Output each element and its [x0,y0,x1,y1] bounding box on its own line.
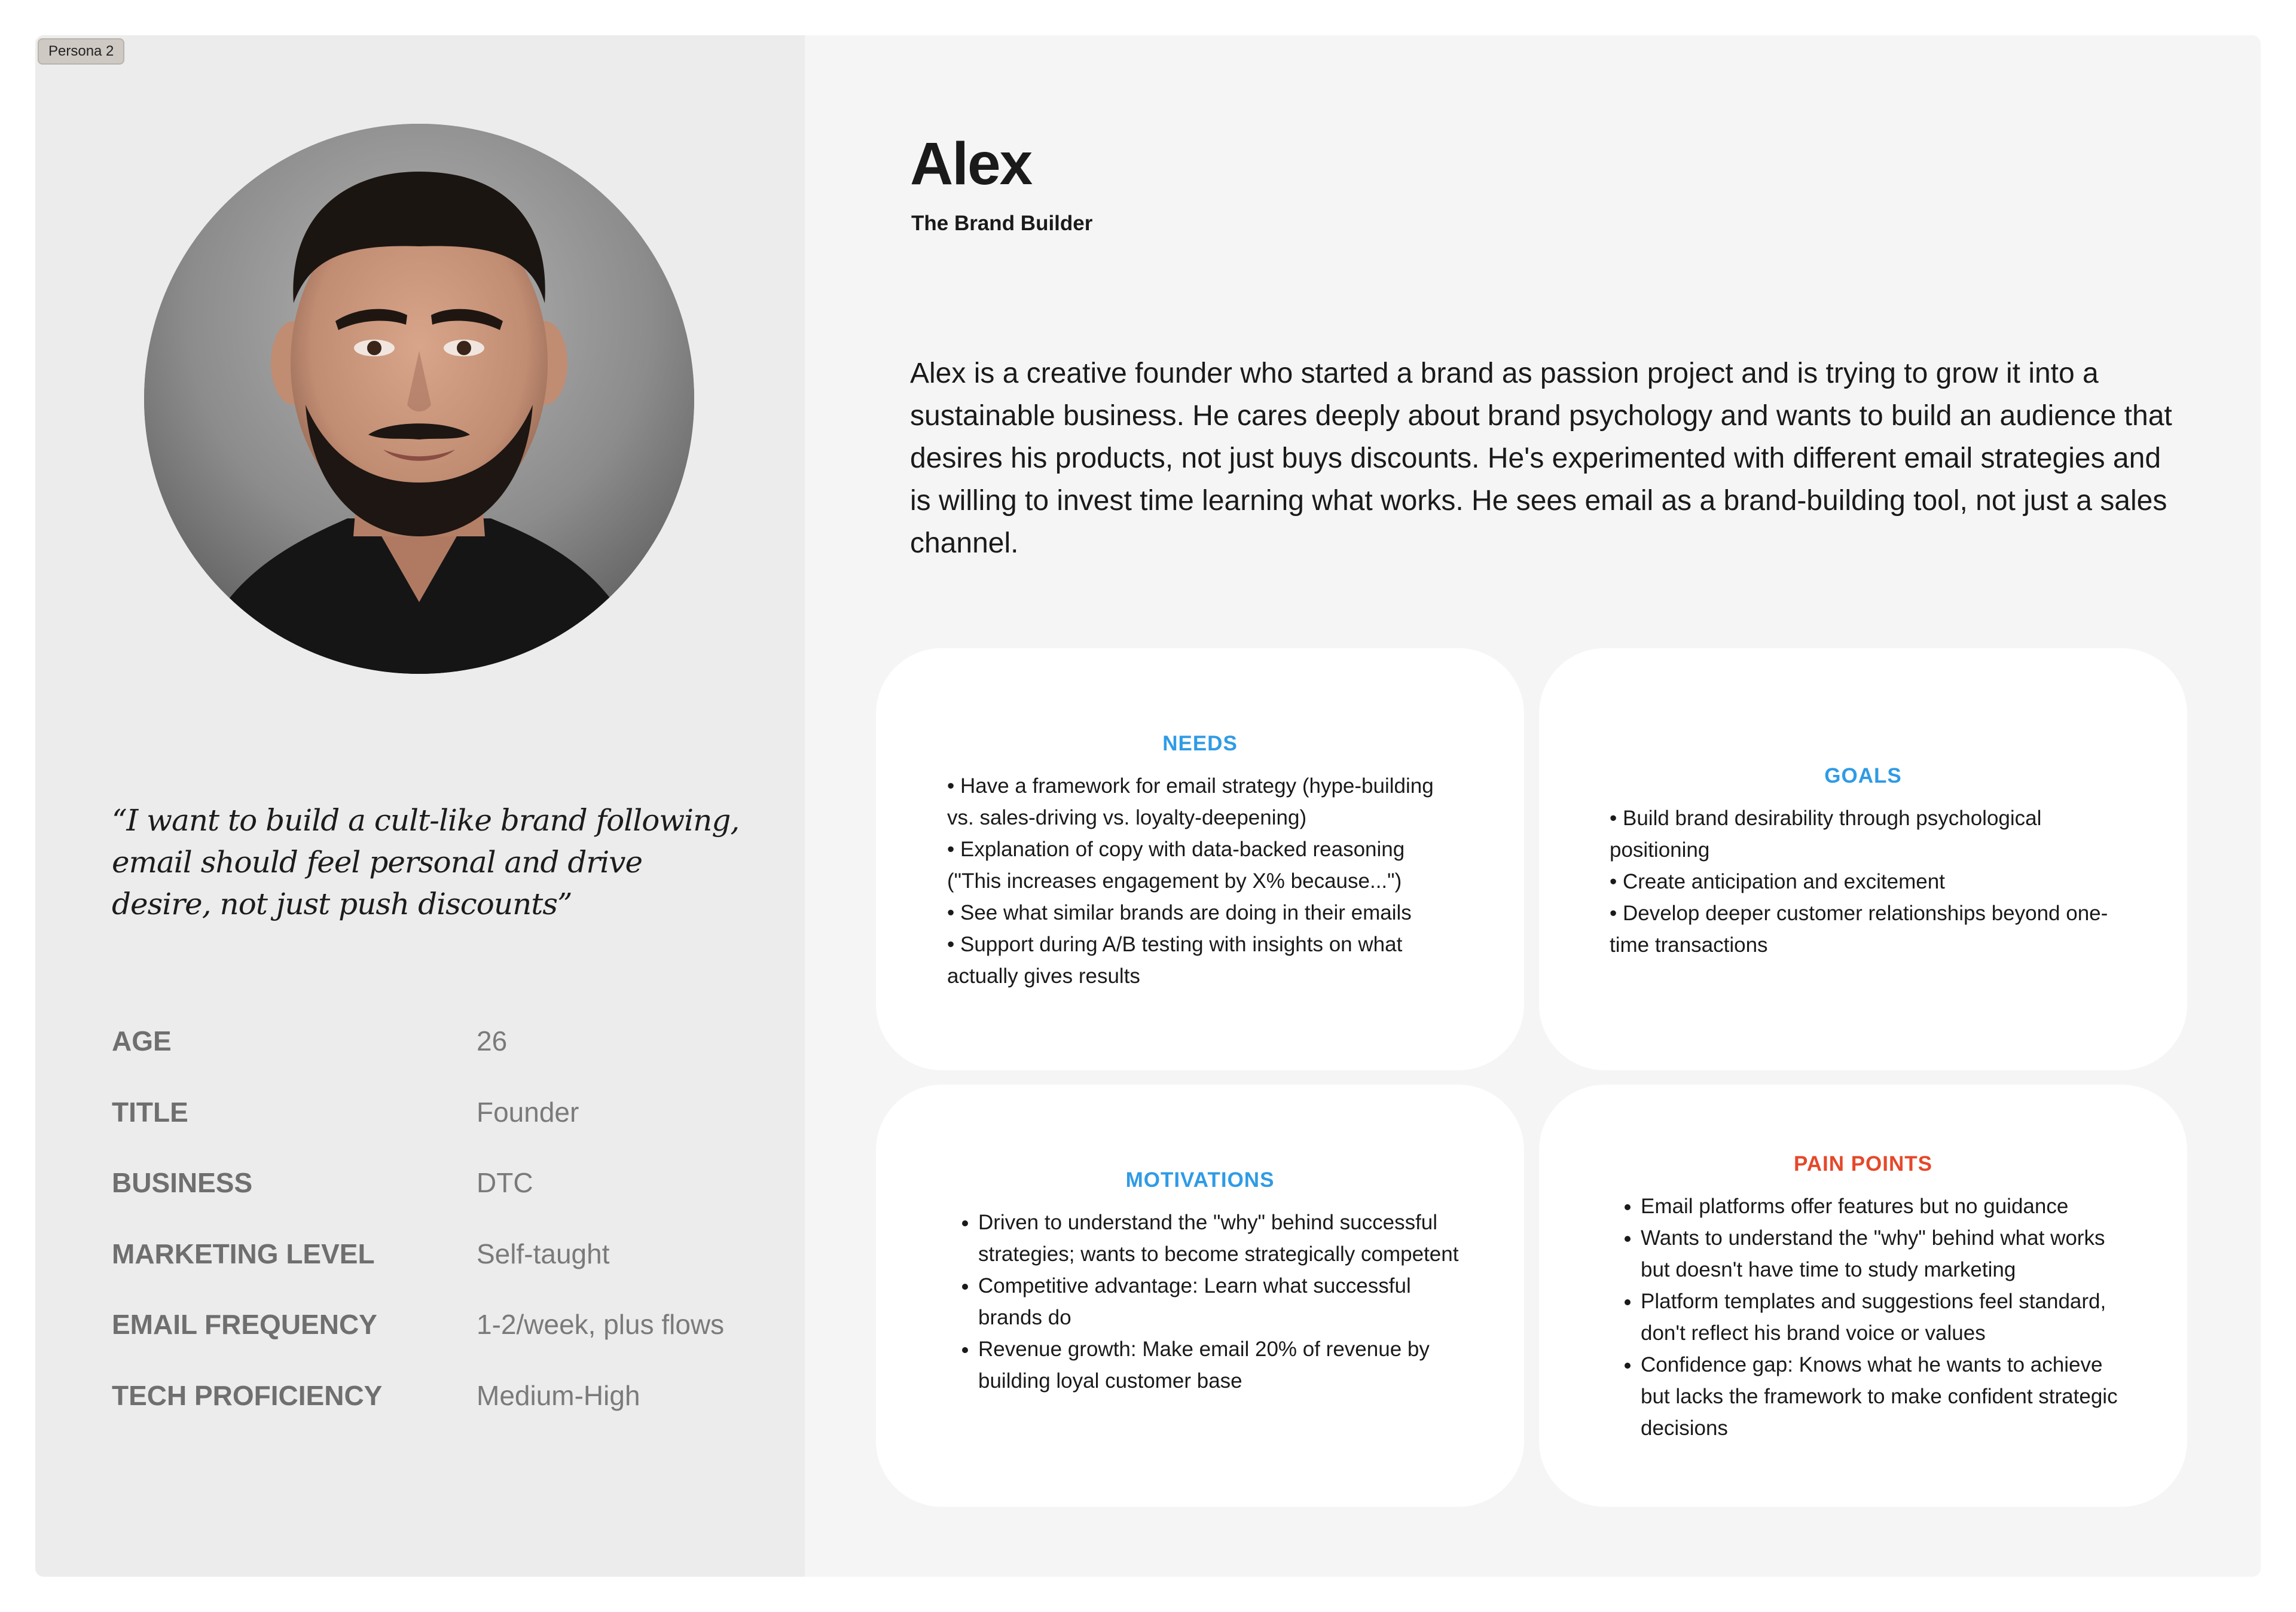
goals-card [1539,648,2187,1070]
persona-bio: Alex is a creative founder who started a brand as passion project and is trying to grow it into a sustainable business. He cares deeply about brand psychology and wants to build an audience that desires his products, not just buys discounts. He's experimented with different email strategies and is willing to invest time learning what works. He sees email as a brand-building tool, not just a sales channel. [910,358,2172,559]
needs-item: • See what similar brands are doing in their emails [947,901,1412,924]
attribute-label: EMAIL FREQUENCY [112,1309,377,1340]
attribute-row-age [112,1023,781,1094]
pain-points-card-title: PAIN POINTS [1793,1152,1933,1176]
persona-card-frame [35,35,2261,1577]
pain-points-list [1610,1190,2124,1444]
goals-list [1610,802,2124,961]
portrait-photo-icon [144,124,694,674]
goals-item: • Create anticipation and excitement [1610,870,1945,893]
attribute-row-business [112,1165,781,1236]
attribute-value: 1-2/week, plus flows [477,1309,725,1340]
persona-name: Alex [910,130,1032,197]
motivations-bullet-list [947,1207,1461,1397]
attribute-label: AGE [112,1025,172,1057]
needs-card [876,648,1524,1070]
attribute-row-tech-proficiency [112,1378,781,1449]
attribute-value: DTC [477,1167,533,1198]
attribute-label: MARKETING LEVEL [112,1238,375,1269]
attribute-value: Founder [477,1096,579,1128]
persona-role: The Brand Builder [911,212,1093,235]
pain-points-card [1539,1085,2187,1507]
needs-item: • Support during A/B testing with insights on what actually gives results [947,933,1403,988]
pain-points-item: • Wants to understand the "why" behind what works but doesn't have time to study marketing [1641,1222,2124,1286]
frame-label-tag[interactable]: Persona 2 [38,38,124,65]
goals-item: • Develop deeper customer relationships beyond one-time transactions [1610,902,2108,957]
needs-item: • Have a framework for email strategy (hype-building vs. sales-driving vs. loyalty-deepening) [947,774,1434,829]
pain-points-bullet-list [1610,1190,2124,1444]
pain-points-item: • Confidence gap: Knows what he wants to achieve but lacks the framework to make confident strategic decisions [1641,1349,2124,1444]
avatar [144,124,694,674]
persona-profile-panel [35,35,805,1577]
attribute-value: 26 [477,1025,508,1057]
persona-attributes [112,1023,781,1448]
motivations-item: • Driven to understand the "why" behind successful strategies; wants to become strategically competent [978,1207,1461,1270]
attribute-value: Medium-High [477,1379,640,1411]
needs-item: • Explanation of copy with data-backed reasoning ("This increases engagement by X% because...") [947,838,1405,893]
motivations-card [876,1085,1524,1507]
attribute-label: TECH PROFICIENCY [112,1379,383,1411]
motivations-item: • Revenue growth: Make email 20% of revenue by building loyal customer base [978,1333,1461,1397]
motivations-card-title: MOTIVATIONS [1125,1168,1275,1192]
attribute-label: BUSINESS [112,1167,253,1198]
attribute-row-email-frequency [112,1306,781,1378]
needs-card-title: NEEDS [1162,732,1238,755]
goals-item: • Build brand desirability through psychological positioning [1610,807,2042,862]
attribute-value: Self-taught [477,1238,610,1269]
motivations-item: • Competitive advantage: Learn what successful brands do [978,1270,1461,1333]
attribute-row-marketing-level [112,1236,781,1307]
goals-card-title: GOALS [1824,764,1902,787]
pain-points-item: • Email platforms offer features but no guidance [1641,1190,2124,1222]
attribute-row-title [112,1094,781,1165]
pain-points-item: • Platform templates and suggestions feel standard, don't reflect his brand voice or values [1641,1286,2124,1349]
persona-quote: “I want to build a cult-like brand following, email should feel personal and drive desire, not just push discounts” [112,803,740,921]
motivations-list [947,1207,1461,1397]
needs-list [947,770,1461,992]
attribute-label: TITLE [112,1096,188,1128]
